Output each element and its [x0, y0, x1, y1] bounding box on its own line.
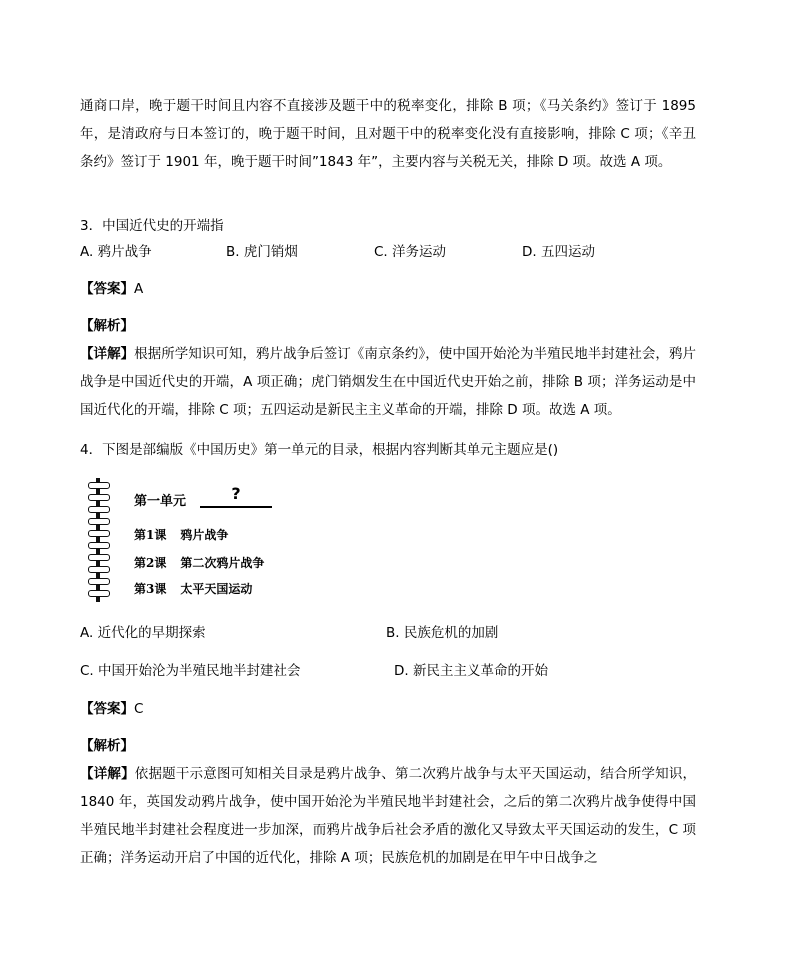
lesson-row: [134, 554, 264, 571]
q4-detail-text: 依据题干示意图可知相关目录是鸦片战争、第二次鸦片战争与太平天国运动，结合所学知识，1840 年，英国发动鸦片战争，使中国开始沦为半殖民地半封建社会，之后的第二次鸦片战争使得中国半殖民地半封建社会程度进一步加深，而鸦片战争后社会矛盾的激化又导致太平天国运动的发生，C 项正确；洋务运动开启了中国的近代化，排除 A 项；民族危机的加剧是在甲午中日战争之: [80, 766, 697, 866]
q4-option-d: D. 新民主主义革命的开始: [394, 663, 548, 679]
unit-theme-blank: ?: [200, 484, 272, 508]
q3-option-a: A. 鸦片战争: [80, 244, 152, 260]
q4-answer-label: 【答案】: [80, 701, 134, 717]
binder-ring: [88, 530, 110, 537]
q3-option-c: C. 洋务运动: [374, 244, 447, 260]
binder-ring: [88, 482, 110, 489]
q4-detail-label: 【详解】: [80, 766, 135, 782]
q3-option-b: B. 虎门销烟: [226, 244, 298, 260]
q4-analysis-label: 【解析】: [80, 738, 134, 754]
q4-answer-value: C: [134, 701, 144, 717]
lesson-number: 第1课: [134, 528, 167, 542]
q4-stem: 4．下图是部编版《中国历史》第一单元的目录，根据内容判断其单元主题应是(): [80, 442, 559, 458]
binder-ring: [88, 578, 110, 585]
lesson-name: 太平天国运动: [180, 582, 253, 596]
table-of-contents-figure: [88, 476, 284, 604]
lesson-row: [134, 580, 252, 597]
q3-detail-label: 【详解】: [80, 346, 135, 362]
lesson-row: [134, 526, 228, 543]
binder-ring: [88, 506, 110, 513]
binder-ring: [88, 518, 110, 525]
q3-analysis-label: 【解析】: [80, 318, 134, 334]
q3-answer: [80, 279, 143, 299]
lesson-name: 第二次鸦片战争: [180, 556, 265, 570]
q4-option-a: A. 近代化的早期探索: [80, 625, 206, 641]
q2-analysis-tail: 通商口岸，晚于题干时间且内容不直接涉及题干中的税率变化，排除 B 项；《马关条约》签订于 1895 年，是清政府与日本签订的，晚于题干时间，且对题干中的税率变化没有直接影响，排除 C 项；《辛丑条约》签订于 1901 年，晚于题干时间”1843 年”，主要内容与关税无关，排除 D 项。故选 A 项。: [80, 98, 696, 170]
binder-ring: [88, 554, 110, 561]
lesson-number: 第3课: [134, 582, 167, 596]
lesson-number: 第2课: [134, 556, 167, 570]
q3-detail: [80, 340, 696, 424]
binder-ring: [88, 494, 110, 501]
lesson-name: 鸦片战争: [180, 528, 229, 542]
q4-option-b: B. 民族危机的加剧: [386, 625, 499, 641]
binder-ring: [88, 566, 110, 573]
q3-answer-label: 【答案】: [80, 281, 134, 297]
q3-stem: 3．中国近代史的开端指: [80, 218, 224, 234]
q3-answer-value: A: [134, 281, 144, 297]
q3-option-d: D. 五四运动: [522, 244, 595, 260]
q4-detail: [80, 760, 696, 872]
q4-answer: [80, 699, 143, 719]
unit-title: 第一单元: [134, 494, 187, 509]
q3-detail-text: 根据所学知识可知，鸦片战争后签订《南京条约》，使中国开始沦为半殖民地半封建社会，鸦片战争是中国近代史的开端，A 项正确；虎门销烟发生在中国近代史开始之前，排除 B 项；洋务运动是中国近代化的开端，排除 C 项；五四运动是新民主主义革命的开端，排除 D 项。故选 A 项。: [80, 346, 696, 418]
q4-option-c: C. 中国开始沦为半殖民地半封建社会: [80, 663, 301, 679]
binder-ring: [88, 542, 110, 549]
binder-ring: [88, 590, 110, 597]
